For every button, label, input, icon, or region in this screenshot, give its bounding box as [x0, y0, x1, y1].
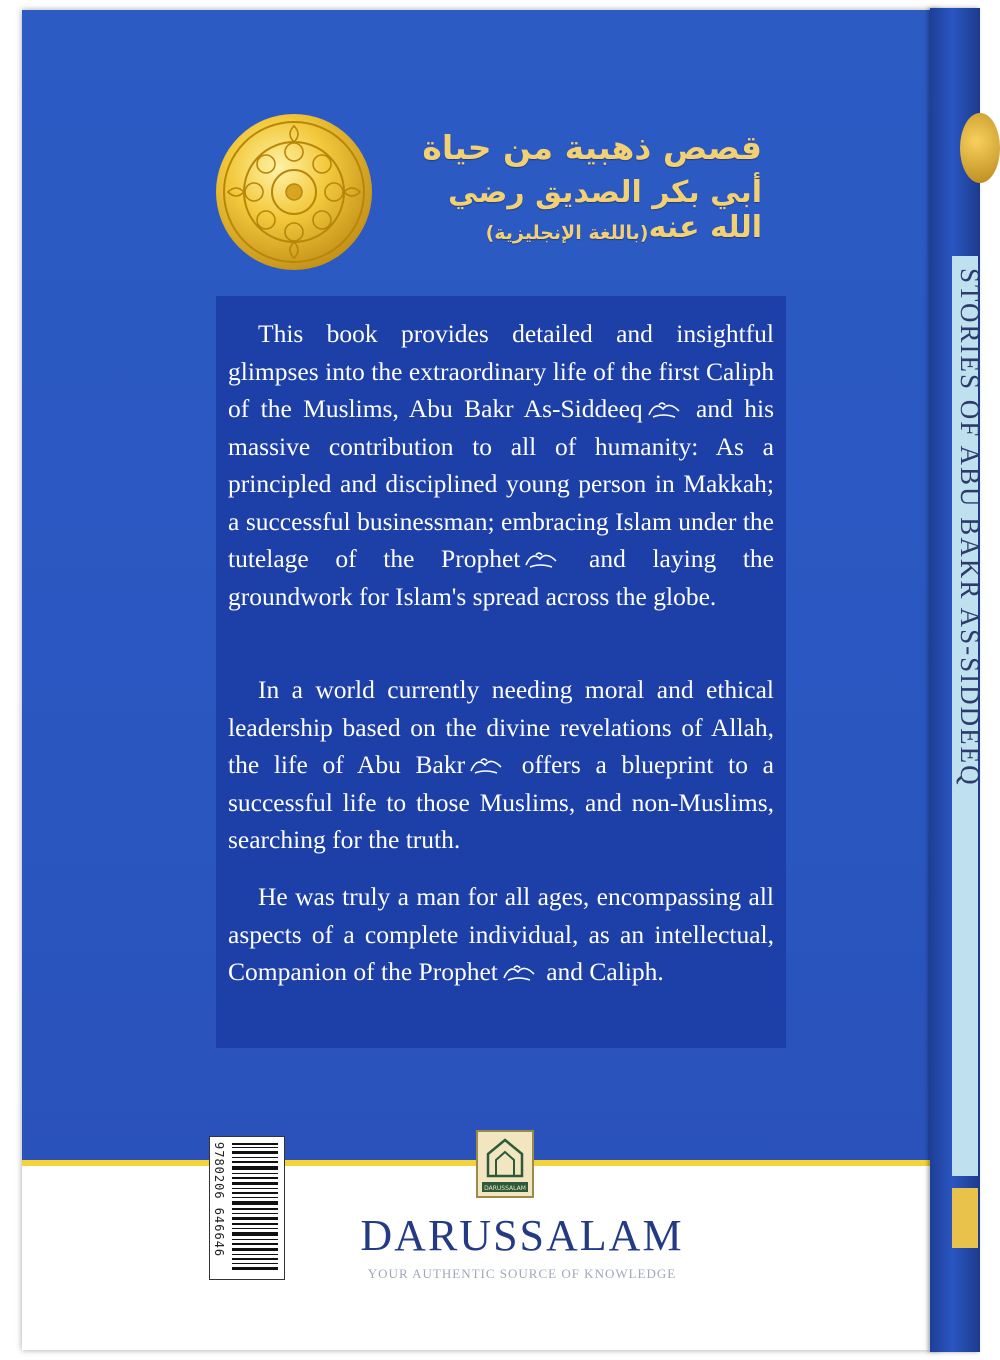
spine-title-clip — [952, 256, 985, 1176]
blurb-p1-start: This book provides detailed and insightful glimpses into the extraordinary life of the first Caliph of the Muslims, Abu Bakr As-Siddeeq — [228, 319, 774, 423]
blurb-box — [216, 296, 786, 1048]
gold-medallion-icon — [214, 112, 374, 272]
honorific-ligature-icon — [469, 755, 503, 777]
blurb-p3-end: and Caliph. — [546, 957, 664, 986]
logo-wordmark: DARUSSALAM — [484, 1185, 526, 1192]
darussalam-logo-icon — [474, 1128, 536, 1200]
blurb-p1-end: and laying the groundwork for Islam's spread across the globe. — [228, 544, 774, 611]
blurb-p2-end: offers a blueprint to a successful life to those Muslims, and non-Muslims, searching for the truth. — [228, 750, 775, 854]
publisher-tagline: YOUR AUTHENTIC SOURCE OF KNOWLEDGE — [367, 1266, 677, 1281]
honorific-ligature-icon — [524, 549, 558, 571]
honorific-ligature-icon — [502, 962, 536, 984]
book-back-cover — [22, 10, 940, 1350]
blurb-p3-start: He was truly a man for all ages, encompassing all aspects of a complete individual, as an intellectual, Companion of the Prophet — [228, 882, 774, 986]
arabic-language-note: (باللغة الإنجليزية) — [485, 222, 649, 244]
spine-title: STORIES OF ABU BAKR AS-SIDDEEQ — [955, 268, 985, 787]
isbn-digits: 9780206 646646 — [212, 1142, 226, 1258]
blurb-paragraph-1 — [228, 315, 774, 615]
blurb-p2-start: In a world currently needing moral and ethical leadership based on the divine revelations of Allah, the life of Abu Bakr — [228, 675, 774, 779]
arabic-title-line-2: أبي بكر الصديق رضي الله عنه — [448, 175, 762, 245]
honorific-ligature-icon — [647, 399, 681, 421]
blurb-paragraph-3 — [228, 878, 774, 991]
book-spine — [930, 8, 985, 1352]
spine-logo-block — [952, 1188, 978, 1248]
publisher-name: DARUSSALAM — [360, 1211, 684, 1260]
blurb-p1-mid: and his massive contribution to all of humanity: As a principled and disciplined young person in Makkah; a successful businessman; embracing Islam under the tutelage of the Prophet — [228, 394, 774, 573]
blurb-paragraph-2 — [228, 671, 774, 859]
arabic-title-line-1: قصص ذهبية من حياة — [422, 128, 762, 167]
spine-medallion-icon — [960, 113, 1000, 183]
